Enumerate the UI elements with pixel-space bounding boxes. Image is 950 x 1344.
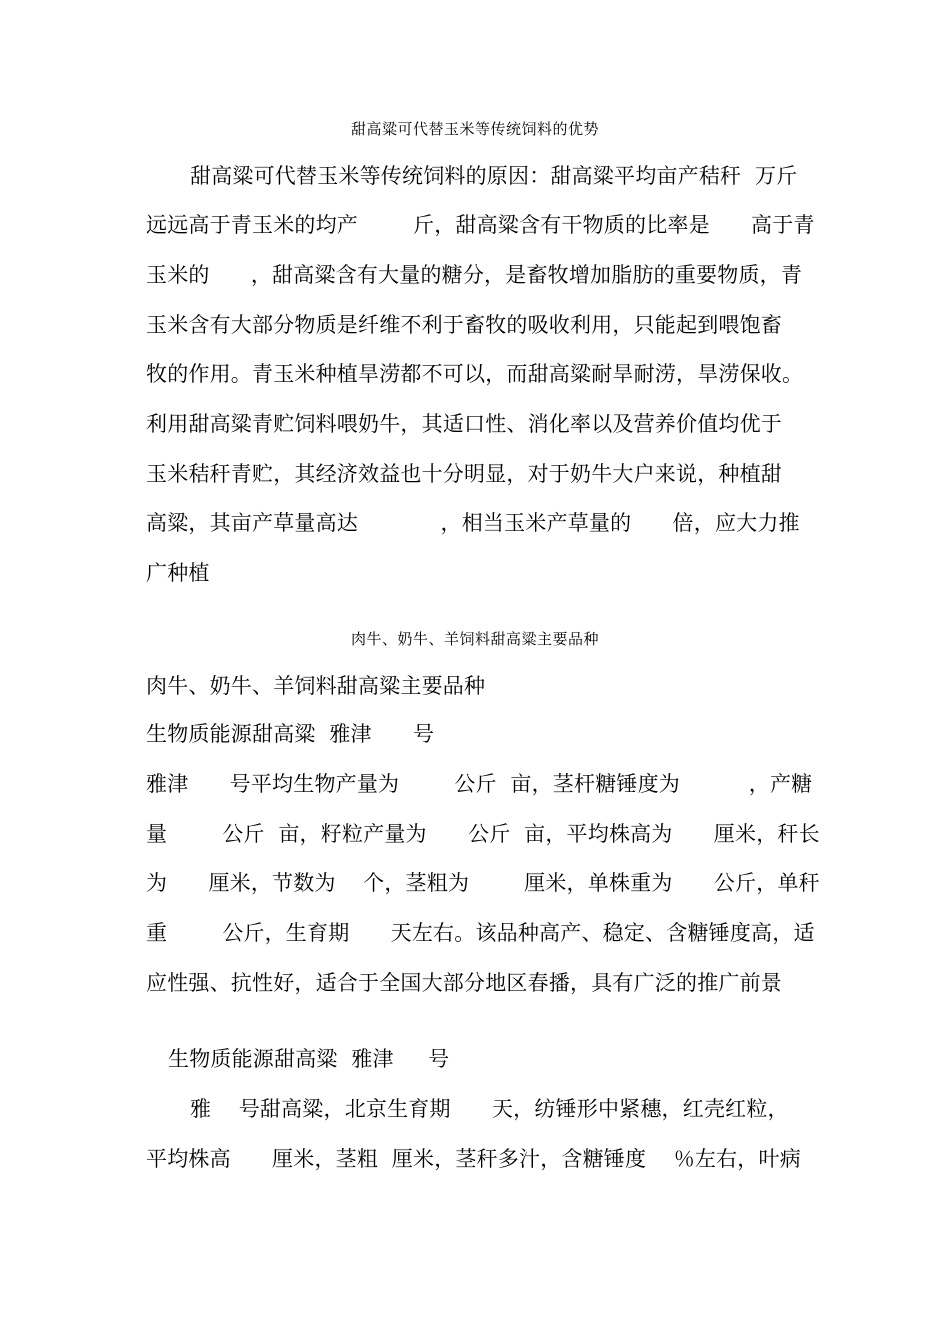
subheading: 生物质能源甜高粱 雅津 号: [146, 722, 435, 746]
paragraph-line: 重 公斤，生育期 天左右。该品种高产、稳定、含糖锤度高，适: [146, 921, 815, 945]
paragraph-line: 玉米含有大部分物质是纤维不利于畜牧的吸收利用，只能起到喂饱畜: [146, 313, 782, 337]
paragraph-line: 广种植: [146, 561, 210, 585]
paragraph-line: 牧的作用。青玉米种植旱涝都不可以，而甜高粱耐旱耐涝，旱涝保收。: [146, 362, 804, 386]
subheading: 生物质能源甜高粱 雅津 号: [168, 1047, 450, 1071]
paragraph-line: 远远高于青玉米的均产 斤，甜高粱含有干物质的比率是 高于青: [146, 213, 815, 237]
document-title: 甜高粱可代替玉米等传统饲料的优势: [350, 120, 599, 138]
paragraph-line: 雅 号甜高粱，北京生育期 天，纺锤形中紧穗，红壳红粒，: [190, 1097, 789, 1121]
section-heading: 肉牛、奶牛、羊饲料甜高粱主要品种: [146, 674, 486, 698]
paragraph-line: 为 厘米，节数为 个，茎粗为 厘米，单株重为 公斤，单秆: [146, 871, 820, 895]
section-title: 肉牛、奶牛、羊饲料甜高粱主要品种: [350, 630, 599, 648]
paragraph-line: 量 公斤 亩，籽粒产量为 公斤 亩，平均株高为 厘米，秆长: [146, 822, 820, 846]
paragraph-line: 玉米的 ，甜高粱含有大量的糖分，是畜牧增加脂肪的重要物质，青: [146, 263, 803, 287]
paragraph-line: 雅津 号平均生物产量为 公斤 亩，茎杆糖锤度为 ，产糖: [146, 772, 813, 796]
paragraph-line: 甜高粱可代替玉米等传统饲料的原因：甜高粱平均亩产秸秆 万斤: [190, 164, 798, 188]
paragraph-line: 玉米秸秆青贮，其经济效益也十分明显，对于奶牛大户来说，种植甜: [146, 462, 782, 486]
paragraph-line: 高粱，其亩产草量高达 ，相当玉米产草量的 倍，应大力推: [146, 511, 800, 535]
paragraph-line: 平均株高 厘米，茎粗 厘米，茎秆多汁，含糖锤度 ％左右，叶病: [146, 1147, 801, 1171]
paragraph-line: 应性强、抗性好，适合于全国大部分地区春播，具有广泛的推广前景: [146, 971, 782, 995]
paragraph-line: 利用甜高粱青贮饲料喂奶牛，其适口性、消化率以及营养价值均优于: [146, 412, 782, 436]
